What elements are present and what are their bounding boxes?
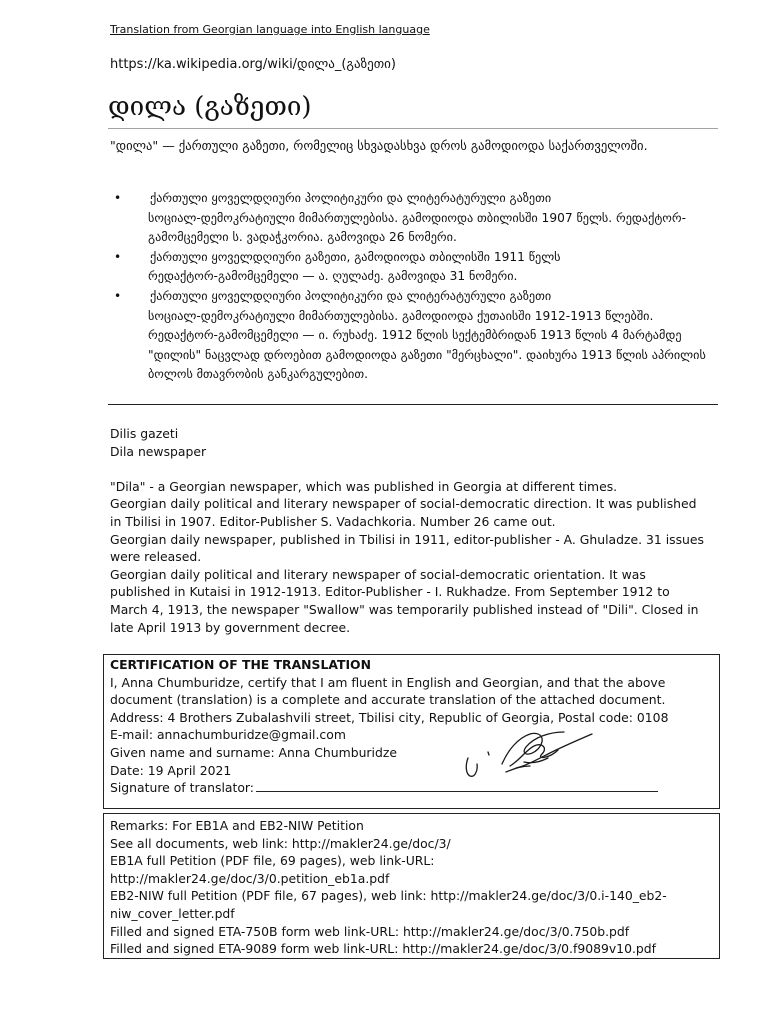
signature-label: Signature of translator: xyxy=(110,780,254,796)
bullet-first-line: ქართული ყოველდღიური პოლიტიკური და ლიტერატურული გაზეთი xyxy=(150,191,552,205)
translation-line: Georgian daily political and literary newspaper of social-democratic direction. It was published xyxy=(110,496,697,512)
translation-line: Dilis gazeti xyxy=(110,426,179,441)
remarks-link-line[interactable]: Filled and signed ETA-750B form web link-URL: http://makler24.ge/doc/3/0.750b.pdf xyxy=(110,923,630,939)
bullet-marker: • xyxy=(114,249,122,264)
georgian-bullet-item xyxy=(110,189,710,248)
remarks-line: EB1A full Petition (PDF file, 69 pages), web link-URL: xyxy=(110,853,435,869)
english-translation xyxy=(110,425,720,636)
translation-line: Georgian daily political and literary newspaper of social-democratic orientation. It was xyxy=(110,566,646,582)
translation-line: Dila newspaper xyxy=(110,443,207,459)
remarks-link-line[interactable]: EB2-NIW full Petition (PDF file, 67 pages), web link: http://makler24.ge/doc/3/0.i-140_eb2- xyxy=(110,888,667,904)
certification-heading: CERTIFICATION OF THE TRANSLATION xyxy=(110,657,371,672)
translation-line: in Tbilisi in 1907. Editor-Publisher S. Vadachkoria. Number 26 came out. xyxy=(110,513,556,529)
georgian-bullet-item xyxy=(110,287,710,385)
translation-line: March 4, 1913, the newspaper "Swallow" was temporarily published instead of "Dili". Closed in xyxy=(110,601,699,617)
bullet-continuation: სოციალ-დემოკრატიული მიმართულებისა. გამოდიოდა თბილისში 1907 წელს. რედაქტორ-გამომცემელი ს. ვადაჭკორია. გამოვიდა 26 ნომერი. xyxy=(148,210,686,245)
section-divider xyxy=(108,404,718,405)
translation-line xyxy=(110,460,720,478)
translation-line: were released. xyxy=(110,549,202,565)
translation-line: late April 1913 by government decree. xyxy=(110,619,351,635)
header-note: Translation from Georgian language into English language xyxy=(110,23,430,36)
georgian-bullet-list xyxy=(110,189,710,385)
translation-line: published in Kutaisi in 1912-1913. Editor-Publisher - I. Rukhadze. From September 1912 to xyxy=(110,584,670,600)
bullet-marker: • xyxy=(114,191,122,205)
bullet-first-line: ქართული ყოველდღიური პოლიტიკური და ლიტერატურული გაზეთი xyxy=(150,288,552,303)
georgian-bullet-item xyxy=(110,248,710,287)
certification-name: Given name and surname: Anna Chumburidze xyxy=(110,744,397,760)
bullet-continuation: სოციალ-დემოკრატიული მიმართულებისა. გამოდიოდა ქუთაისში 1912-1913 წლებში. რედაქტორ-გამომცემელი — ი. რუხაძე. 1912 წლის სექტემბრიდან 1913 წლის 4 მარტამდე "დილის" ნაცვლად დროებით გამოდიოდა გაზეთი "მერცხალი". დაიხურა 1913 წლის აპრილის ბოლოს მთავრობის განკარგულებით. xyxy=(148,308,706,382)
handwritten-signature xyxy=(460,722,600,788)
remarks-heading: Remarks: For EB1A and EB2-NIW Petition xyxy=(110,818,364,833)
certification-email: E-mail: annachumburidze@gmail.com xyxy=(110,727,346,743)
remarks-link-line[interactable]: See all documents, web link: http://makler24.ge/doc/3/ xyxy=(110,835,451,851)
remarks-link-line[interactable]: http://makler24.ge/doc/3/0.petition_eb1a.pdf xyxy=(110,870,390,886)
certification-address: Address: 4 Brothers Zubalashvili street, Tbilisi city, Republic of Georgia, Postal code: 0108 xyxy=(110,709,669,725)
remarks-line: niw_cover_letter.pdf xyxy=(110,905,235,921)
remarks-link-line[interactable]: Filled and signed ETA-9089 form web link-URL: http://makler24.ge/doc/3/0.f9089v10.pdf xyxy=(110,941,656,957)
translation-line: Georgian daily newspaper, published in Tbilisi in 1911, editor-publisher - A. Ghuladze. 31 issues xyxy=(110,531,704,547)
certification-line: I, Anna Chumburidze, certify that I am fluent in English and Georgian, and that the above xyxy=(110,674,666,690)
source-url[interactable]: https://ka.wikipedia.org/wiki/დილა_(გაზეთი) xyxy=(110,57,396,72)
certification-date: Date: 19 April 2021 xyxy=(110,762,232,778)
georgian-intro: "დილა" — ქართული გაზეთი, რომელიც სხვადასხვა დროს გამოდიოდა საქართველოში. xyxy=(110,138,648,153)
remarks-text xyxy=(110,817,667,958)
title-divider xyxy=(108,128,718,129)
translation-line: "Dila" - a Georgian newspaper, which was published in Georgia at different times. xyxy=(110,478,618,494)
certification-line: document (translation) is a complete and accurate translation of the attached document. xyxy=(110,692,666,708)
article-title: დილა (გაზეთი) xyxy=(108,92,312,122)
bullet-first-line: ქართული ყოველდღიური გაზეთი, გამოდიოდა თბილისში 1911 წელს xyxy=(150,249,561,264)
bullet-marker: • xyxy=(114,288,122,303)
bullet-continuation: რედაქტორ-გამომცემელი — ა. ღულაძე. გამოვიდა 31 ნომერი. xyxy=(148,269,518,284)
